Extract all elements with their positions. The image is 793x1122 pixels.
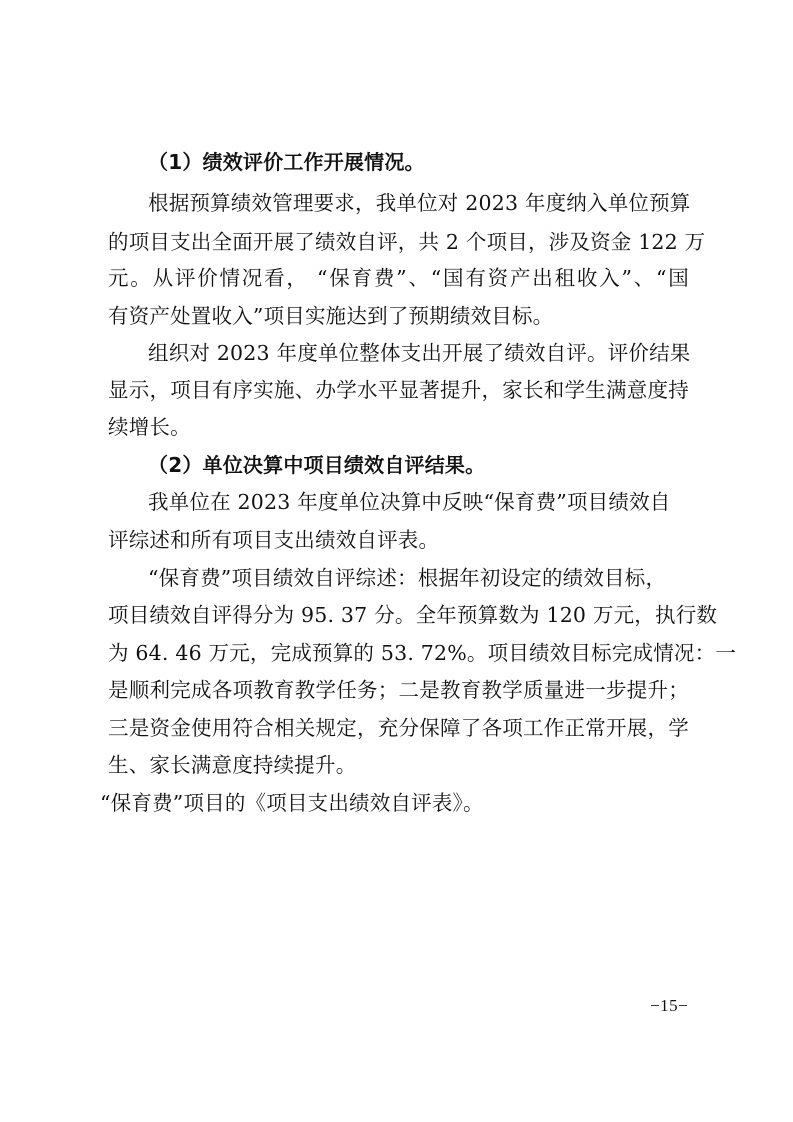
paragraph-line: 生、家长满意度持续提升。	[108, 753, 357, 777]
paragraph-line: 评综述和所有项目支出绩效自评表。	[108, 528, 440, 552]
section-heading-2: （2）单位决算中项目绩效自评结果。	[148, 453, 486, 477]
paragraph-line: “保育费”项目的《项目支出绩效自评表》。	[100, 791, 484, 815]
paragraph-line: 有资产处置收入”项目实施达到了预期绩效目标。	[108, 304, 554, 328]
paragraph-line: 续增长。	[108, 415, 191, 439]
paragraph-line: “保育费”项目绩效自评综述：根据年初设定的绩效目标，	[148, 566, 667, 590]
paragraph-line: 根据预算绩效管理要求，我单位对 2023 年度纳入单位预算	[148, 191, 691, 215]
paragraph-line: 的项目支出全面开展了绩效自评，共 2 个项目，涉及资金 122 万	[108, 230, 706, 254]
paragraph-line: 我单位在 2023 年度单位决算中反映“保育费”项目绩效自	[148, 490, 671, 514]
paragraph-line: 项目绩效自评得分为 95. 37 分。全年预算数为 120 万元，执行数	[108, 603, 718, 627]
paragraph-line: 为 64. 46 万元，完成预算的 53. 72%。项目绩效目标完成情况：一	[108, 641, 737, 665]
paragraph-line: 组织对 2023 年度单位整体支出开展了绩效自评。评价结果	[148, 341, 691, 365]
page-number: −15−	[650, 996, 689, 1015]
paragraph-line: 是顺利完成各项教育教学任务；二是教育教学质量进一步提升；	[108, 678, 689, 702]
paragraph-line: 元。从评价情况看， “保育费”、“国有资产出租收入”、“国	[108, 266, 689, 290]
paragraph-line: 三是资金使用符合相关规定，充分保障了各项工作正常开展，学	[108, 716, 689, 740]
paragraph-line: 显示，项目有序实施、办学水平显著提升，家长和学生满意度持	[108, 378, 689, 402]
section-heading-1: （1）绩效评价工作开展情况。	[148, 150, 425, 174]
